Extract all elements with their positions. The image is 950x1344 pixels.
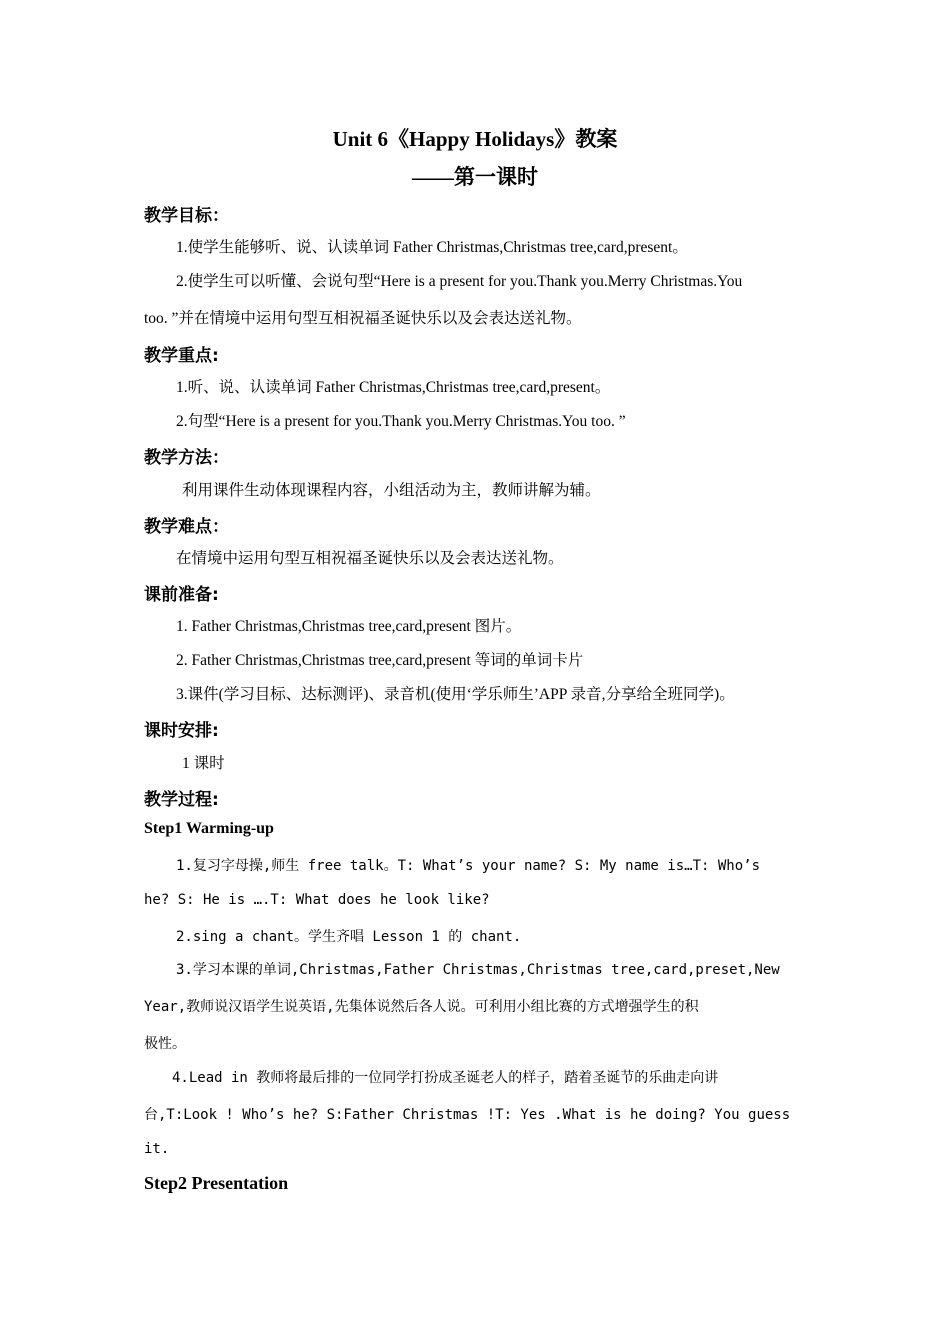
step1-item-3-line-1: 3.学习本课的单词,Christmas,Father Christmas,Christmas tree,card,preset,New: [176, 962, 780, 978]
methods-text: 利用课件生动体现课程内容，小组活动为主，教师讲解为辅。: [182, 482, 601, 499]
process-heading: 教学过程:: [144, 790, 219, 810]
objectives-heading: 教学目标：: [144, 206, 229, 226]
step1-item-1-line-1: 1.复习字母操,师生 free talk。T: What’s your name? S: My name is…T: Who’s: [176, 858, 761, 874]
objective-item-2-line-1: 2.使学生可以听懂、会说句型“Here is a present for you.Thank you.Merry Christmas.You: [176, 273, 743, 290]
schedule-heading: 课时安排:: [144, 721, 219, 741]
step1-item-3-line-2: Year,教师说汉语学生说英语,先集体说然后各人说。可利用小组比赛的方式增强学生的积: [144, 999, 699, 1015]
step1-item-2: 2.sing a chant。学生齐唱 Lesson 1 的 chant.: [176, 929, 522, 945]
document-subtitle: ——第一课时: [412, 165, 538, 189]
methods-heading: 教学方法：: [144, 448, 229, 468]
step1-title: Step1 Warming-up: [144, 820, 274, 837]
step2-title: Step2 Presentation: [144, 1173, 289, 1193]
difficulties-heading: 教学难点：: [144, 517, 229, 537]
step1-item-1-line-2: he? S: He is ….T: What does he look like?: [144, 892, 490, 908]
step1-item-4-line-3: it.: [144, 1141, 170, 1157]
document-title: Unit 6《Happy Holidays》教案: [332, 127, 618, 151]
schedule-text: 1 课时: [182, 755, 225, 772]
step1-item-4-line-2: 台,T:Look ! Who’s he? S:Father Christmas !T: Yes .What is he doing? You guess: [144, 1107, 791, 1123]
key-point-item-2: 2.句型“Here is a present for you.Thank you.Merry Christmas.You too. ”: [176, 413, 626, 430]
key-points-heading: 教学重点:: [144, 346, 219, 366]
step1-item-3-line-3: 极性。: [144, 1036, 186, 1052]
preparation-item-3: 3.课件(学习目标、达标测评)、录音机(使用‘学乐师生’APP 录音,分享给全班同学)。: [176, 686, 735, 703]
preparation-heading: 课前准备:: [144, 585, 219, 605]
objective-item-1: 1.使学生能够听、说、认读单词 Father Christmas,Christmas tree,card,present。: [176, 239, 688, 256]
preparation-item-2: 2. Father Christmas,Christmas tree,card,present 等词的单词卡片: [176, 652, 584, 669]
preparation-item-1: 1. Father Christmas,Christmas tree,card,present 图片。: [176, 618, 522, 635]
objective-item-2-line-2: too. ”并在情境中运用句型互相祝福圣诞快乐以及会表达送礼物。: [144, 310, 582, 327]
step1-item-4-line-1: 4.Lead in 教师将最后排的一位同学打扮成圣诞老人的样子，踏着圣诞节的乐曲走向讲: [172, 1070, 719, 1086]
key-point-item-1: 1.听、说、认读单词 Father Christmas,Christmas tree,card,present。: [176, 379, 611, 396]
difficulties-text: 在情境中运用句型互相祝福圣诞快乐以及会表达送礼物。: [176, 550, 564, 567]
